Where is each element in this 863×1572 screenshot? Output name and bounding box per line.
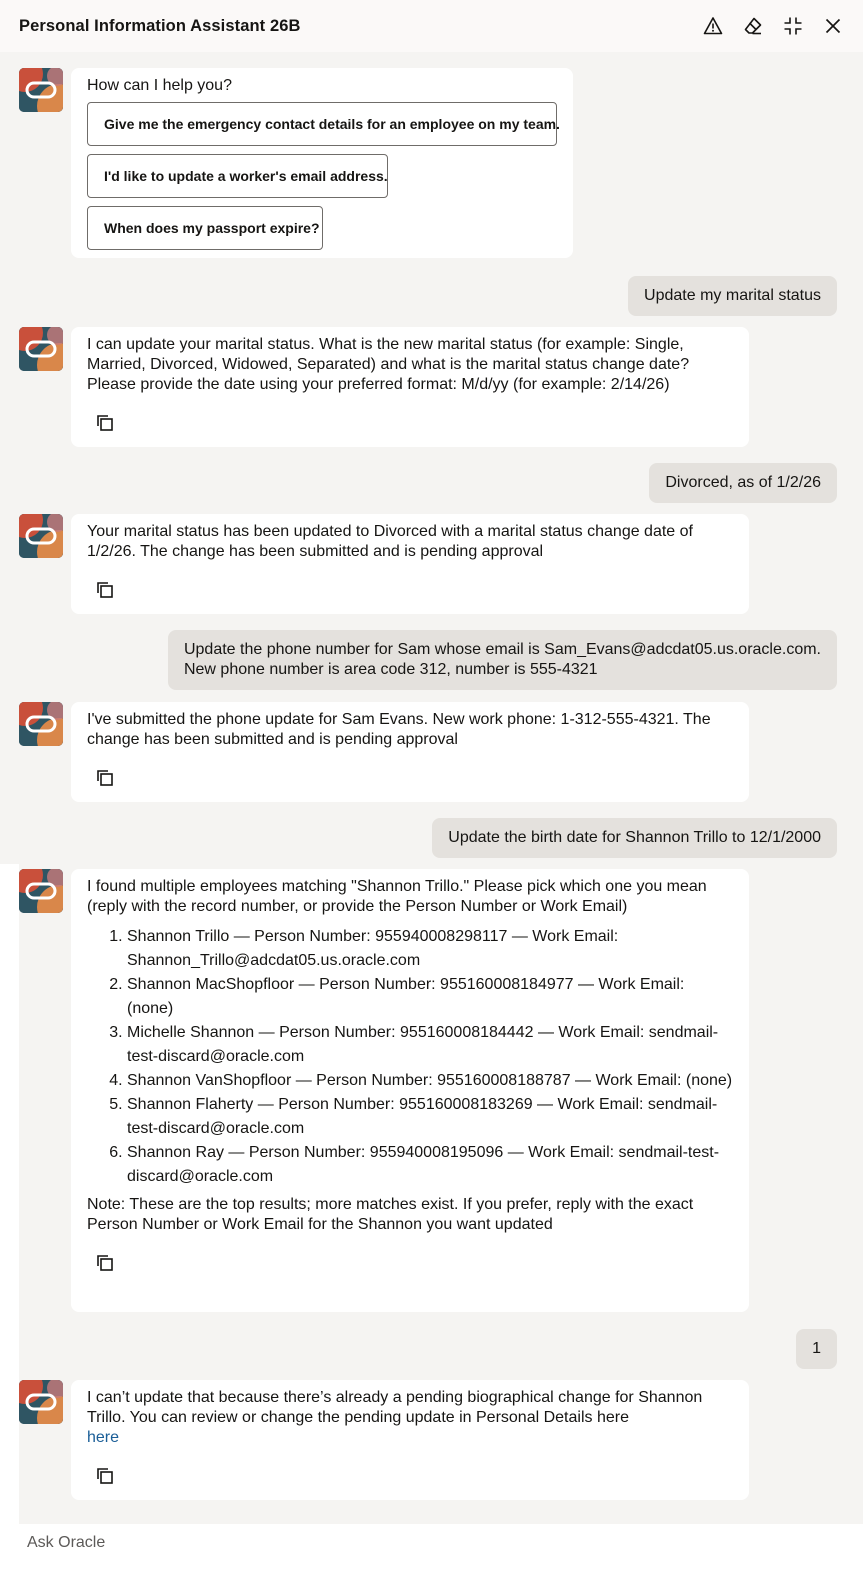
- message-text: change has been submitted and is pending approval: [87, 731, 458, 748]
- assistant-avatar: [19, 327, 63, 371]
- suggestion-list: [87, 102, 560, 250]
- collapse-icon[interactable]: [781, 14, 805, 38]
- message-text: Your marital status has been updated to Divorced with a marital status change date of: [87, 523, 693, 540]
- personal-details-link[interactable]: here: [87, 1429, 120, 1446]
- list-item: 5. Shannon Flaherty — Person Number: 955160008183269 — Work Email: sendmail-test-discard@oracle.com: [127, 1093, 733, 1141]
- message-text: I can update your marital status. What is the new marital status (for example: Single,: [87, 336, 684, 353]
- assistant-message: [71, 1380, 749, 1500]
- assistant-message: [71, 68, 573, 258]
- assistant-message: [71, 327, 749, 447]
- assistant-avatar: [19, 702, 63, 746]
- message-text: How can I help you?: [87, 77, 232, 94]
- message-text: Please provide the date using your preferred format: M/d/yy (for example: 2/14/26): [87, 376, 670, 393]
- message-text: I can’t update that because there’s already a pending biographical change for Shannon: [87, 1389, 703, 1406]
- copy-icon[interactable]: [95, 768, 115, 788]
- user-message: Update my marital status: [628, 276, 837, 316]
- assistant-avatar: [19, 514, 63, 558]
- user-message: [168, 630, 837, 690]
- list-item: 3. Michelle Shannon — Person Number: 955160008184442 — Work Email: sendmail-test-discard@oracle.com: [127, 1021, 733, 1069]
- assistant-message: [71, 702, 749, 802]
- assistant-message: [71, 514, 749, 614]
- message-text: Person Number or Work Email for the Shannon you want updated: [87, 1216, 553, 1233]
- message-text: Note: These are the top results; more matches exist. If you prefer, reply with the exact: [87, 1196, 694, 1213]
- copy-icon[interactable]: [95, 580, 115, 600]
- assistant-avatar: [19, 869, 63, 913]
- message-text: I found multiple employees matching "Shannon Trillo." Please pick which one you mean: [87, 878, 707, 895]
- header-actions: [701, 14, 845, 38]
- copy-icon[interactable]: [95, 1253, 115, 1273]
- user-message: Update the birth date for Shannon Trillo to 12/1/2000: [432, 818, 837, 858]
- suggestion-button[interactable]: Give me the emergency contact details for an employee on my team.: [87, 102, 557, 146]
- list-item: 6. Shannon Ray — Person Number: 955940008195096 — Work Email: sendmail-test-discard@oracle.com: [127, 1141, 733, 1189]
- list-item: 2. Shannon MacShopfloor — Person Number: 955160008184977 — Work Email: (none): [127, 973, 733, 1021]
- list-item: 1. Shannon Trillo — Person Number: 955940008298117 — Work Email: Shannon_Trillo@adcdat05.us.oracle.com: [127, 925, 733, 973]
- chat-gutter: [0, 864, 19, 1524]
- ask-oracle-input[interactable]: [27, 1534, 836, 1552]
- message-text: New phone number is area code 312, number is 555-4321: [183, 661, 598, 678]
- assistant-message: [71, 869, 749, 1312]
- assistant-avatar: [19, 1380, 63, 1424]
- header-bar: [0, 0, 863, 52]
- close-icon[interactable]: [821, 14, 845, 38]
- warning-icon[interactable]: [701, 14, 725, 38]
- chat-transcript[interactable]: [0, 52, 863, 1524]
- user-message: Divorced, as of 1/2/26: [649, 463, 837, 503]
- copy-icon[interactable]: [95, 1466, 115, 1486]
- list-item: 4. Shannon VanShopfloor — Person Number: 955160008188787 — Work Email: (none): [127, 1069, 733, 1093]
- message-text: 1/2/26. The change has been submitted and is pending approval: [87, 543, 544, 560]
- suggestion-button[interactable]: When does my passport expire?: [87, 206, 323, 250]
- suggestion-button[interactable]: I'd like to update a worker's email address.: [87, 154, 388, 198]
- message-composer: [0, 1524, 863, 1572]
- message-text: Trillo. You can review or change the pending update in Personal Details here: [87, 1409, 629, 1426]
- user-message: 1: [796, 1329, 837, 1369]
- assistant-avatar: [19, 68, 63, 112]
- message-text: Married, Divorced, Widowed, Separated) and what is the marital status change date?: [87, 356, 690, 373]
- message-text: I've submitted the phone update for Sam Evans. New work phone: 1-312-555-4321. The: [87, 711, 711, 728]
- copy-icon[interactable]: [95, 413, 115, 433]
- message-text: (reply with the record number, or provide the Person Number or Work Email): [87, 898, 628, 915]
- window-title: Personal Information Assistant 26B: [19, 16, 301, 35]
- match-list: [87, 925, 733, 1189]
- message-text: Update the phone number for Sam whose email is Sam_Evans@adcdat05.us.oracle.com.: [183, 641, 821, 658]
- eraser-icon[interactable]: [741, 14, 765, 38]
